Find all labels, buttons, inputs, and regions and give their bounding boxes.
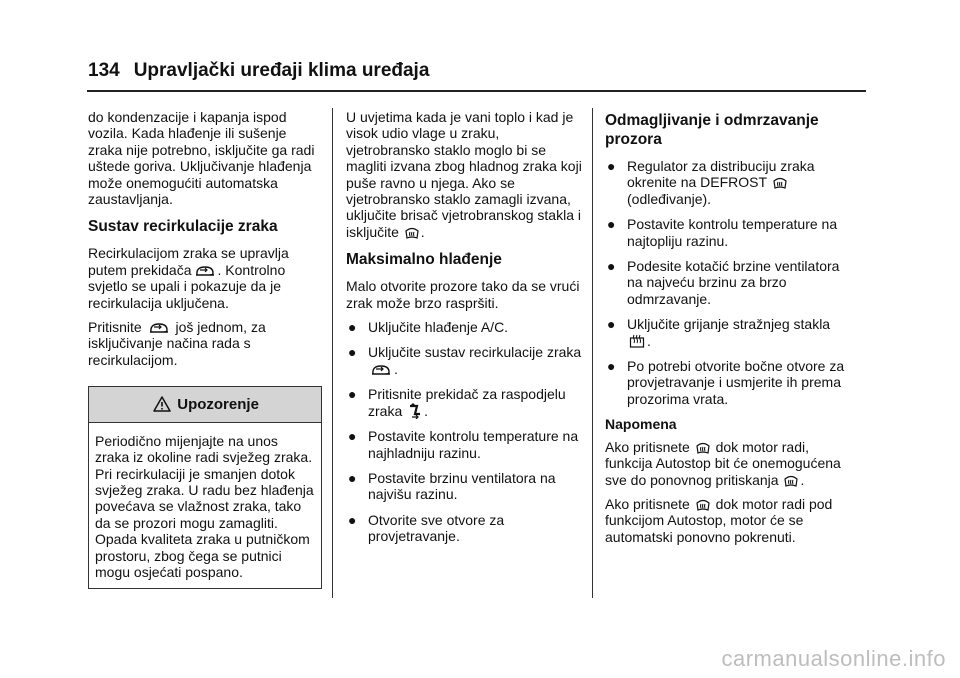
list-item: [346, 319, 586, 335]
text: Uključite sustav recirkulacije zraka: [368, 344, 582, 361]
text: Pritisnite: [88, 319, 142, 336]
list-item: [346, 470, 586, 503]
warning-body: Periodično mijenjajte na unos zraka iz okoline radi svježeg zraka. Pri recirkulaciji je smanjen dotok svježeg zraka. U radu bez hlađenja povećava se vlažnost zraka, tako da se prozori mogu zamagliti. Opada kvaliteta zraka u putničkom prostoru, zbog čega se putnici mogu osjećati pospano.: [95, 432, 314, 580]
max-cooling-para: Malo otvorite prozore tako da se vrući zrak može brzo raspršiti.: [346, 278, 580, 311]
list-item: [605, 158, 850, 207]
column-divider-2: [592, 108, 593, 598]
rear-defogger-icon: [629, 333, 645, 349]
text: Postavite kontrolu temperature na najhladniju razinu.: [368, 428, 579, 461]
list-item: [605, 316, 850, 349]
text: Regulator za distribuciju zraka okrenite na DEFROST: [627, 158, 815, 191]
text: dok motor radi, funkcija Autostop bit će onemogućena sve do ponovnog pritiskanja: [605, 438, 841, 488]
text: U uvjetima kada je vani toplo i kad je visok udio vlage u zraku, vjetrobransko staklo moglo bi se magliti izvana zbog hladnog zraka koji puše ravno u njega. Ako se vjetrobransko staklo zamagli izvana, uključite brisač vjetrobranskog stakla i isključite: [346, 109, 582, 240]
bullet: ●: [348, 386, 357, 403]
defrost-icon: [405, 224, 419, 240]
defrost-icon: [696, 496, 710, 512]
text: .: [420, 223, 425, 240]
list-item: [605, 358, 850, 407]
bullet: ●: [348, 469, 357, 486]
page-number: 134: [88, 60, 120, 81]
text: još jednom, za isključivanje načina rada s recirkulacijom.: [88, 319, 266, 368]
page-header: [88, 60, 429, 82]
text: Postavite kontrolu temperature na najtopliju razinu.: [627, 216, 838, 249]
column-divider-1: [332, 108, 333, 598]
text: Uključite hlađenje A/C.: [368, 319, 509, 336]
airflow-floor-icon: [408, 403, 422, 419]
text: Ako pritisnete: [605, 495, 690, 512]
text: .: [800, 471, 805, 488]
header-rule: [87, 90, 866, 92]
text: Po potrebi otvorite bočne otvore za provjetravanje i usmjerite ih prema prozorima vrata.: [627, 358, 845, 407]
bullet: ●: [607, 358, 616, 375]
warning-triangle-icon: [153, 396, 171, 412]
recirculation-para-1: [88, 245, 323, 311]
note-para-2: [605, 496, 850, 545]
bullet: ●: [607, 158, 616, 174]
bullet: ●: [348, 344, 357, 361]
note-para-1: [605, 439, 850, 488]
text: Uključite grijanje stražnjeg stakla: [627, 316, 831, 333]
text: Podesite kotačić brzine ventilatora na najveću brzinu za brzo odmrzavanje.: [627, 258, 840, 307]
bullet: ●: [607, 316, 616, 333]
col2-intro: [346, 109, 586, 240]
column-2: [346, 109, 586, 554]
text: . Kontrolno svjetlo se upali i pokazuje da je recirkulacija uključena.: [88, 261, 286, 311]
list-item: [346, 512, 586, 545]
text: Ako pritisnete: [605, 438, 690, 455]
warning-title: Upozorenje: [177, 396, 259, 414]
text: Otvorite sve otvore za provjetravanje.: [368, 511, 505, 545]
text: Postavite brzinu ventilatora na najvišu razinu.: [368, 469, 556, 503]
warning-header: [89, 387, 321, 422]
bullet: ●: [348, 428, 357, 445]
bullet: ●: [348, 319, 357, 336]
list-item: ● Pritisnite prekidač za raspodjelu zraka .: [348, 386, 566, 419]
watermark: carmanualsonline.info: [721, 646, 946, 671]
col1-intro: do kondenzacije i kapanja ispod vozila. Kada hlađenje ili sušenje zraka nije potrebno, isključite ga radi uštede goriva. Uključivanje hlađenja može onemogućiti automatska zaustavljanja.: [88, 109, 315, 208]
text: .: [647, 332, 651, 349]
page-title: Upravljački uređaji klima uređaja: [133, 60, 430, 81]
list-item: [346, 428, 586, 461]
text: Pritisnite prekidač za raspodjelu zraka: [368, 386, 566, 419]
bullet: ●: [607, 216, 616, 233]
text: dok motor radi pod funkcijom Autostop, motor će se automatski ponovno pokrenuti.: [605, 495, 833, 545]
recirculation-icon: [148, 321, 170, 335]
recirculation-heading: Sustav recirkulacije zraka: [88, 218, 278, 236]
recirculation-para-2: [88, 319, 323, 368]
text: (odleđivanje).: [627, 190, 712, 207]
bullet: ●: [607, 258, 616, 275]
defrost-icon: [784, 472, 798, 488]
column-3: [605, 109, 850, 553]
defog-heading: Odmagljivanje i odmrzavanje prozora: [605, 112, 819, 148]
text: Recirkulacijom zraka se upravlja putem prekidača: [88, 245, 289, 278]
max-cooling-heading: Maksimalno hlađenje: [346, 251, 502, 269]
warning-box: [88, 386, 322, 589]
list-item: ● Uključite sustav recirkulacije zraka .: [348, 344, 582, 377]
list-item: [605, 216, 850, 249]
defrost-icon: [696, 439, 710, 455]
recirculation-icon: [370, 363, 392, 377]
list-item: [605, 258, 850, 307]
defrost-icon: [773, 174, 787, 190]
note-label: Napomena: [605, 416, 677, 433]
recirculation-icon: [194, 264, 216, 278]
bullet: ●: [348, 511, 357, 528]
column-1: [88, 109, 323, 589]
